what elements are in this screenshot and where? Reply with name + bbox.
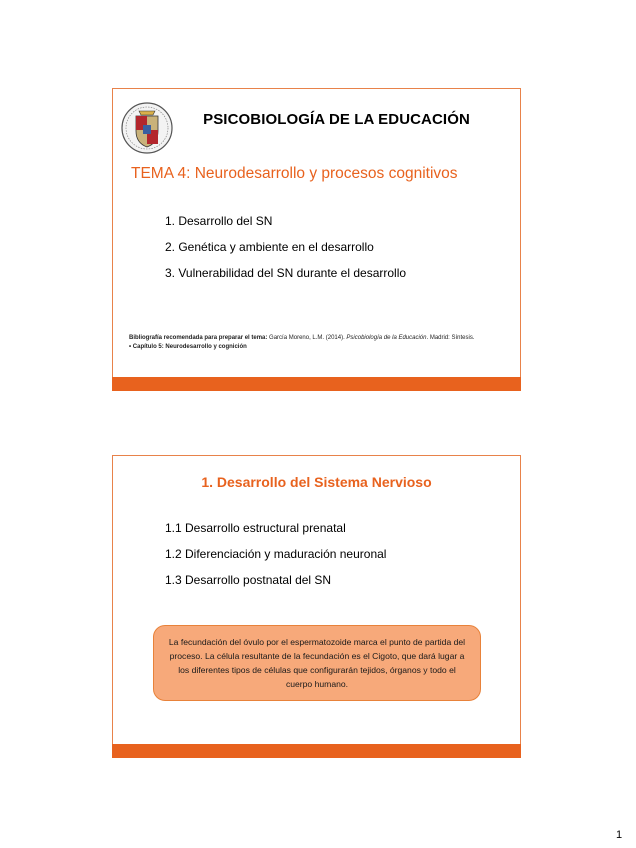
- list-item: 3. Vulnerabilidad del SN durante el desarrollo: [165, 266, 407, 280]
- bibliography-chapter: • Capítulo 5: Neurodesarrollo y cognición: [129, 344, 247, 350]
- topic-title: TEMA 4: Neurodesarrollo y procesos cognitivos: [131, 165, 458, 182]
- slide-1: [112, 88, 521, 391]
- bibliography-publisher: . Madrid: Síntesis.: [426, 335, 475, 341]
- list-item: 1.1 Desarrollo estructural prenatal: [165, 521, 346, 535]
- section-title: 1. Desarrollo del Sistema Nervioso: [201, 474, 432, 490]
- info-callout: La fecundación del óvulo por el espermatozoide marca el punto de partida del proceso. La célula resultante de la fecundación es el Cigoto, que dará lugar a los diferentes tipos de células que configurarán tejidos, órganos y todo el cuerpo humano.: [153, 625, 481, 701]
- bibliography: [129, 334, 512, 352]
- list-item: 1.3 Desarrollo postnatal del SN: [165, 573, 332, 587]
- university-seal-icon: [121, 99, 173, 157]
- course-title: PSICOBIOLOGÍA DE LA EDUCACIÓN: [203, 111, 470, 128]
- page-number: 1: [616, 829, 623, 841]
- slide-2: [112, 455, 521, 758]
- topic-list: [165, 213, 406, 291]
- bibliography-label: Bibliografía recomendada para preparar el tema:: [129, 335, 268, 341]
- footer-bar: [112, 377, 521, 391]
- bibliography-book: Psicobiología de la Educación: [346, 335, 427, 341]
- list-item: 1.2 Diferenciación y maduración neuronal: [165, 547, 387, 561]
- list-item: 2. Genética y ambiente en el desarrollo: [165, 240, 374, 254]
- subsection-list: [165, 520, 386, 598]
- footer-bar: [112, 744, 521, 758]
- bibliography-reference: García Moreno, L.M. (2014).: [267, 335, 347, 341]
- list-item: 1. Desarrollo del SN: [165, 214, 273, 228]
